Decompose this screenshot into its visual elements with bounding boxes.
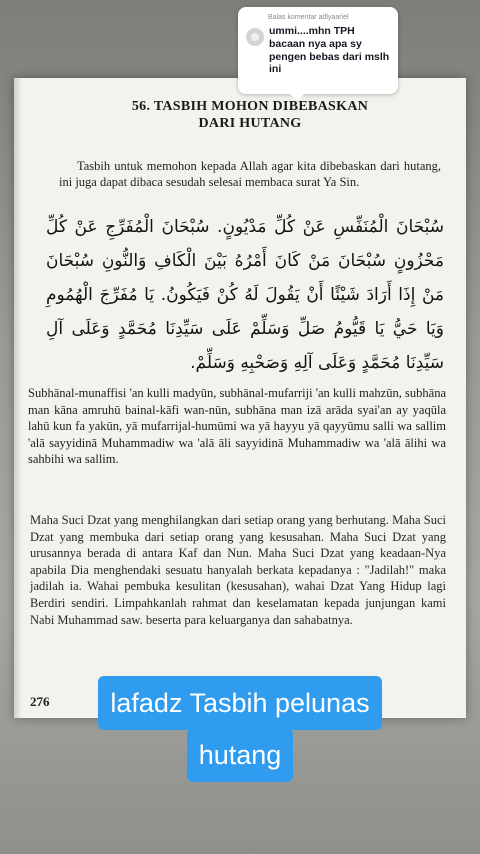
meaning-text: Maha Suci Dzat yang menghilangkan dari setiap orang yang berhutang. Maha Suci Dzat yang membuka dari setiap orang yang kesusahan. Maha Suci Dzat yang urusannya berada di antara Kaf dan Nun. Maha Suci Dzat yang keadaan-Nya apabila Dia menghendaki sesuatu hanyalah berkata kepadanya : "Jadilah!" maka jadilah ia. Wahai pembuka kesulitan (kesusahan), wahai Dzat Yang Hidup lagi Berdiri sendiri. Limpahkanlah rahmat dan keselamatan kepada junjungan kami Nabi Muhammad saw. beserta para keluarganya dan sahabatnya. xyxy=(30,513,446,627)
transliteration-text: Subhānal-munaffisi 'an kulli madyūn, subhānal-mufarriji 'an kulli mahzūn, subhāna man kāna amruhū bainal-kāfi wan-nūn, subhāna man izā arāda syai'an ay yaqūla lahū kun fa yakūn, yā mufarrijal-humūmi wa yā hayyu yā qayyūmu salli wa sallim 'alā sayyidinā Muhammadiw wa 'alā āli sayyidinā Muhammadiw wa 'alā ālihi wa sahbihi wa sallim. xyxy=(28,386,446,467)
comment-text: ummi....mhn TPH bacaan nya apa sy pengen bebas dari mslh ini xyxy=(269,25,390,76)
arabic-text: سُبْحَانَ الْمُنَفِّسِ عَنْ كُلِّ مَدْيُونٍ. سُبْحَانَ الْمُفَرِّجِ عَنْ كُلِّ مَحْزُونٍ سُبْحَانَ مَنْ كَانَ أَمْرُهُ بَيْنَ الْكَافِ وَالنُّونِ سُبْحَانَ مَنْ إِذَا أَرَادَ شَيْئًا أَنْ يَقُولَ لَهُ كُنْ فَيَكُونُ. يَا مُفَرِّجَ الْهُمُومِ وَيَا حَيُّ يَا قَيُّومُ صَلِّ وَسَلِّمْ عَلَى سَيِّدِنَا مُحَمَّدٍ وَعَلَى آلِ سَيِّدِنَا مُحَمَّدٍ وَعَلَى آلِهِ وَصَحْبِهِ وَسَلِّمْ. xyxy=(46,217,444,373)
video-caption xyxy=(0,676,480,782)
page-fold xyxy=(14,78,22,718)
chapter-title-line2: DARI HUTANG xyxy=(198,116,302,131)
page-number: 276 xyxy=(30,694,50,709)
caption-line-1: lafadz Tasbih pelunas xyxy=(98,676,381,730)
chapter-title xyxy=(74,98,426,132)
reply-comment-sticker[interactable] xyxy=(238,7,398,94)
intro-text: Tasbih untuk memohon kepada Allah agar kita dibebaskan dari hutang, ini juga dapat dibaca sesudah selesai membaca surat Ya Sin. xyxy=(59,159,441,189)
chapter-title-line1: 56. TASBIH MOHON DIBEBASKAN xyxy=(131,99,369,114)
book-page xyxy=(14,78,466,718)
avatar xyxy=(246,28,264,46)
avatar-icon xyxy=(251,33,259,41)
reply-header: Balas komentar adlyaariel xyxy=(268,14,349,21)
caption-line-2: hutang xyxy=(187,728,294,782)
